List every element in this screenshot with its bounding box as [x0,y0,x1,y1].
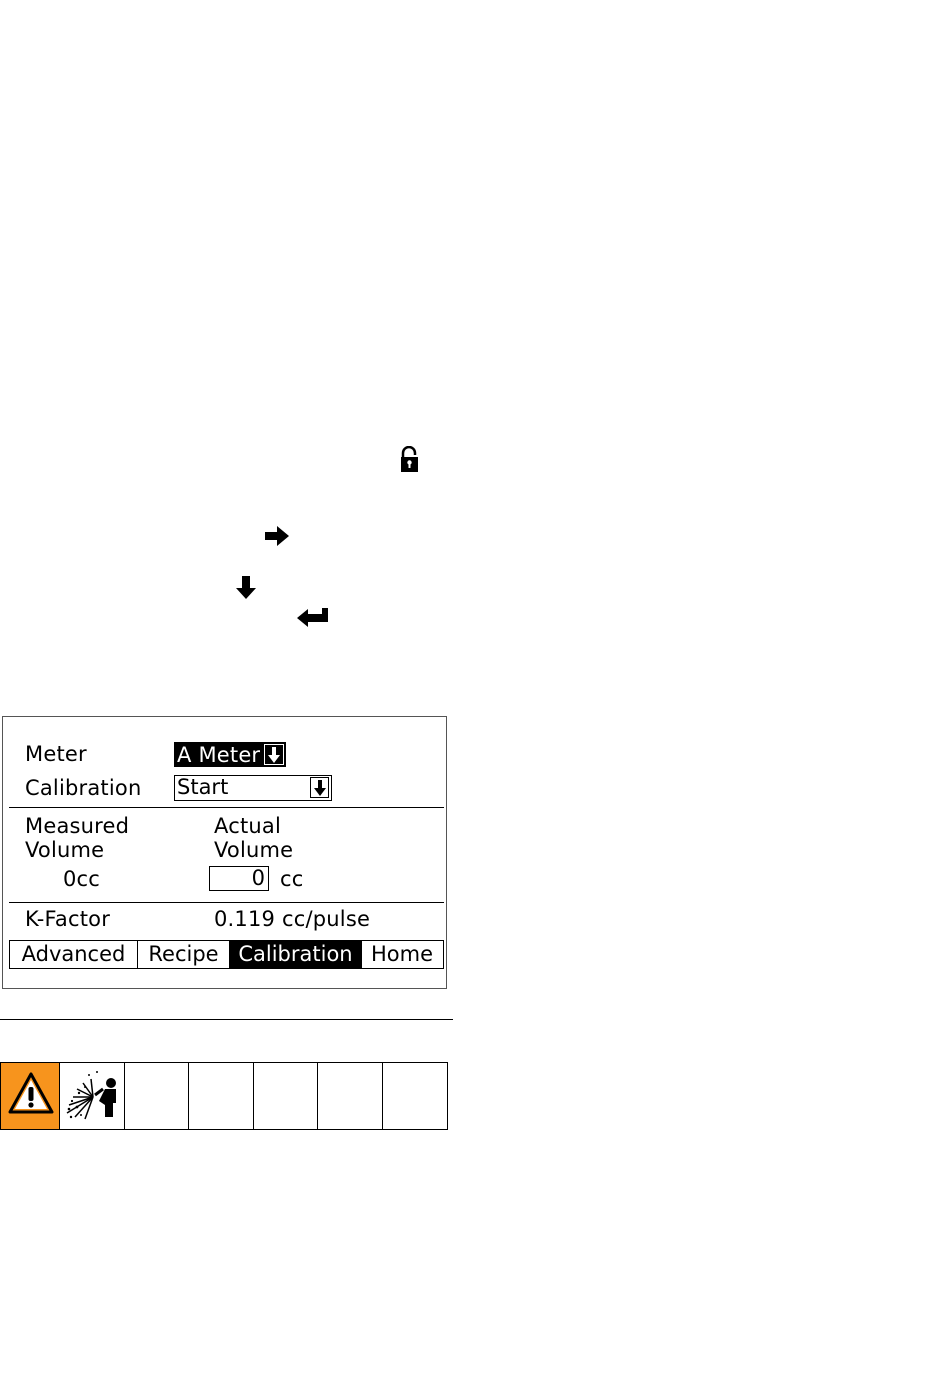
splash-hazard-cell [60,1063,125,1129]
actual-volume-label-1: Actual [214,814,281,838]
meter-label: Meter [25,742,87,766]
measured-volume-label-1: Measured [25,814,130,838]
actual-volume-unit: cc [280,867,304,891]
empty-cell [254,1063,319,1129]
warning-cell [1,1063,60,1129]
hazard-symbol-table [0,1062,448,1130]
down-arrow-icon [236,575,256,600]
calibration-label: Calibration [25,776,142,800]
unlock-icon [400,446,420,473]
divider [9,807,444,808]
calibration-select-value: Start [177,775,229,799]
empty-cell [318,1063,383,1129]
measured-volume-value: 0cc [63,867,101,891]
tab-home[interactable]: Home [370,942,433,966]
enter-icon [297,608,329,628]
warning-icon [8,1071,54,1115]
right-arrow-icon [264,526,290,546]
divider [9,902,444,903]
calibration-screen [2,716,447,989]
tab-calibration[interactable]: Calibration [230,941,362,968]
chevron-down-icon [264,744,284,765]
tab-advanced[interactable]: Advanced [10,941,138,968]
empty-cell [125,1063,190,1129]
splash-hazard-icon [63,1067,121,1123]
kfactor-label: K-Factor [25,907,111,931]
meter-select[interactable] [174,742,286,767]
measured-volume-label-2: Volume [25,838,105,862]
empty-cell [189,1063,254,1129]
section-rule [0,1019,453,1020]
tab-bar [9,940,444,969]
empty-cell [383,1063,448,1129]
chevron-down-icon [310,777,329,798]
actual-volume-input[interactable]: 0 [209,866,269,891]
tab-recipe[interactable]: Recipe [138,941,230,968]
kfactor-value: 0.119 cc/pulse [214,907,371,931]
actual-volume-label-2: Volume [214,838,294,862]
meter-select-value: A Meter [177,742,261,767]
calibration-select[interactable] [174,775,332,801]
